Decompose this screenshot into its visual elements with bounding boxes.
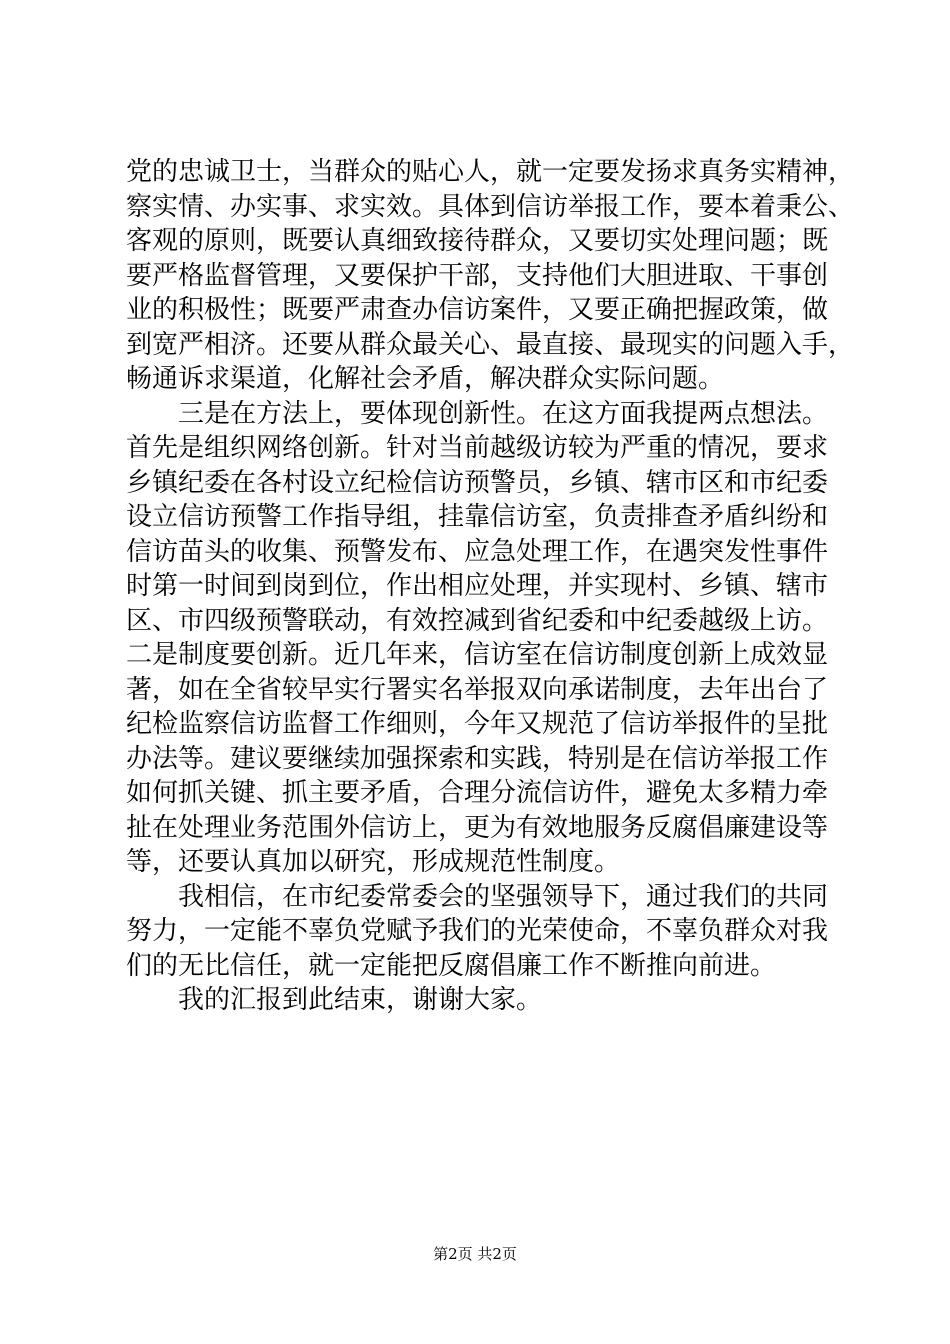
text-line: 努力，一定能不辜负党赋予我们的光荣使命，不辜负群众对我 [126,916,829,946]
text-line: 二是制度要创新。近几年来，信访室在信访制度创新上成效显 [126,640,829,670]
text-line: 要严格监督管理，又要保护干部，支持他们大胆进取、干事创 [126,260,829,291]
text-line: 乡镇纪委在各村设立纪检信访预警员，乡镇、辖市区和市纪委 [126,467,829,498]
text-line: 如何抓关键、抓主要矛盾，合理分流信访件，避免太多精力牵 [126,778,829,808]
text-line: 畅通诉求渠道，化解社会矛盾，解决群众实际问题。 [126,364,725,394]
text-line: 察实情、办实事、求实效。具体到信访举报工作，要本着秉公、 [126,191,855,222]
text-line: 到宽严相济。还要从群众最关心、最直接、最现实的问题入手， [126,329,855,360]
paragraph-start-line: 三是在方法上，要体现创新性。在这方面我提两点想法。 [126,398,829,429]
paragraph-start-line: 我相信，在市纪委常委会的坚强领导下，通过我们的共同 [126,881,829,912]
document-body [126,155,855,1018]
text-line: 区、市四级预警联动，有效控减到省纪委和中纪委越级上访。 [126,605,829,636]
text-line: 们的无比信任，就一定能把反腐倡廉工作不断推向前进。 [126,950,777,981]
text-line: 业的积极性；既要严肃查办信访案件，又要正确把握政策，做 [126,295,829,325]
text-line: 设立信访预警工作指导组，挂靠信访室，负责排查矛盾纠纷和 [126,502,829,532]
text-line: 信访苗头的收集、预警发布、应急处理工作，在遇突发性事件 [126,536,829,567]
text-line: 客观的原则，既要认真细致接待群众，又要切实处理问题；既 [126,226,829,256]
text-line: 党的忠诚卫士，当群众的贴心人，就一定要发扬求真务实精神， [126,157,855,187]
text-line: 等，还要认真加以研究，形成规范性制度。 [126,847,621,877]
paragraph-start-line: 我的汇报到此结束，谢谢大家。 [126,985,543,1015]
text-line: 扯在处理业务范围外信访上，更为有效地服务反腐倡廉建设等 [126,812,829,843]
page-number-footer: 第2页 共2页 [433,1245,517,1263]
text-line: 办法等。建议要继续加强探索和实践，特别是在信访举报工作 [126,743,829,774]
text-line: 首先是组织网络创新。针对当前越级访较为严重的情况，要求 [126,433,829,463]
text-line: 著，如在全省较早实行署实名举报双向承诺制度，去年出台了 [126,674,829,705]
text-line: 纪检监察信访监督工作细则，今年又规范了信访举报件的呈批 [126,709,829,739]
text-line: 时第一时间到岗到位，作出相应处理，并实现村、乡镇、辖市 [126,571,829,601]
